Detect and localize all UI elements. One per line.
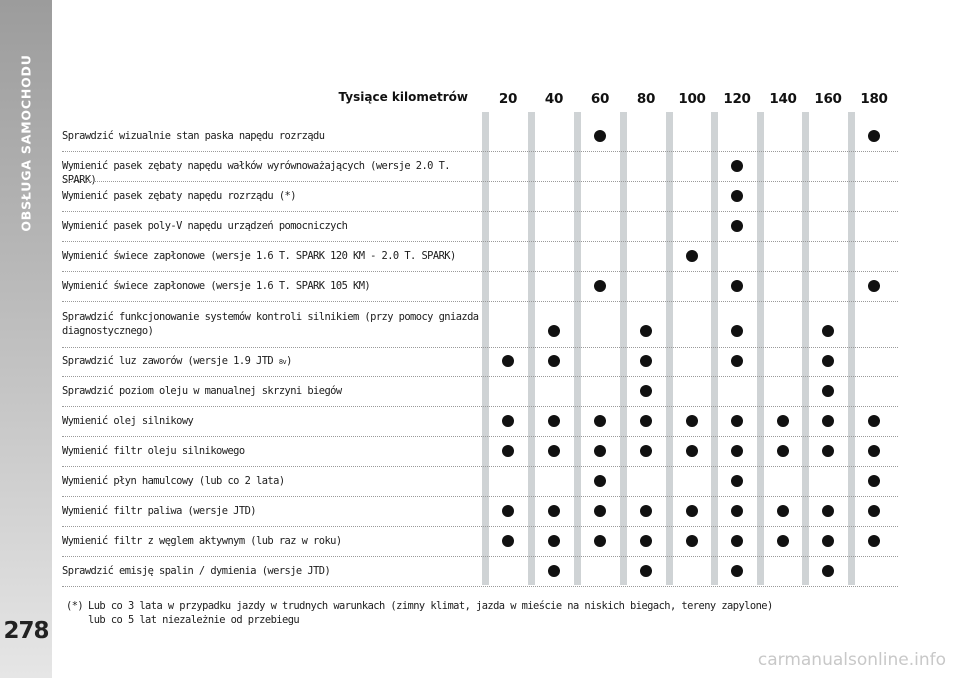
row-label (62, 444, 482, 458)
column-stripe (802, 112, 809, 585)
column-header: 180 (860, 91, 888, 107)
row-label-text: Wymienić świece zapłonowe (wersje 1.6 T. SPARK 120 KM - 2.0 T. SPARK) (62, 250, 456, 262)
service-dot (502, 535, 514, 547)
footnote-line-2: lub co 5 lat niezależnie od przebiegu (88, 614, 300, 626)
section-title-text: OBSŁUGA SAMOCHODU (18, 54, 34, 232)
service-dot (640, 505, 652, 517)
service-dot (594, 475, 606, 487)
service-dot (822, 535, 834, 547)
service-dot (640, 385, 652, 397)
service-dot (822, 565, 834, 577)
row-divider (62, 406, 898, 407)
row-label (62, 159, 482, 187)
service-dot (502, 445, 514, 457)
service-dot (548, 415, 560, 427)
row-label-text: Sprawdzić emisję spalin / dymienia (wersje JTD) (62, 565, 331, 577)
service-dot (822, 385, 834, 397)
service-dot (594, 445, 606, 457)
row-label-text: Sprawdzić poziom oleju w manualnej skrzyni biegów (62, 385, 342, 397)
row-label (62, 219, 482, 233)
service-dot (822, 445, 834, 457)
row-label (62, 249, 482, 263)
row-divider (62, 496, 898, 497)
row-label-text: Wymienić olej silnikowy (62, 415, 194, 427)
row-label-text: Wymienić pasek zębaty napędu rozrządu (*) (62, 190, 296, 202)
row-label-line2: diagnostycznego) (62, 325, 154, 337)
service-dot (548, 565, 560, 577)
row-label-text: Sprawdzić funkcjonowanie systemów kontroli silnikiem (przy pomocy gniazda (62, 311, 479, 323)
column-stripe (848, 112, 855, 585)
row-label-text: Wymienić filtr z węglem aktywnym (lub raz w roku) (62, 535, 342, 547)
column-header: 140 (769, 91, 797, 107)
watermark: carmanualsonline.info (757, 650, 946, 670)
row-divider (62, 376, 898, 377)
service-dot (548, 535, 560, 547)
service-dot (548, 505, 560, 517)
service-dot (731, 190, 743, 202)
service-dot (777, 505, 789, 517)
column-header: 60 (590, 91, 610, 107)
service-dot (640, 325, 652, 337)
service-dot (686, 445, 698, 457)
column-stripe (482, 112, 489, 585)
service-dot (594, 280, 606, 292)
service-dot (731, 565, 743, 577)
service-dot (731, 325, 743, 337)
row-divider (62, 271, 898, 272)
column-stripe (574, 112, 581, 585)
row-label-text: Sprawdzić wizualnie stan paska napędu rozrządu (62, 130, 325, 142)
service-dot (731, 220, 743, 232)
row-label-sub: 8v (278, 358, 287, 366)
service-dot (731, 505, 743, 517)
service-dot (777, 415, 789, 427)
row-divider (62, 586, 898, 587)
column-stripe (528, 112, 535, 585)
service-dot (822, 325, 834, 337)
service-dot (868, 280, 880, 292)
row-label-text: Wymienić pasek poly-V napędu urządzeń pomocniczych (62, 220, 348, 232)
section-title (16, 33, 36, 253)
service-dot (731, 535, 743, 547)
footnote-line-1: Lub co 3 lata w przypadku jazdy w trudnych warunkach (zimny klimat, jazda w mieście na niskich biegach, tereny zapylone) (88, 600, 773, 612)
service-dot (731, 445, 743, 457)
row-divider (62, 347, 898, 348)
service-dot (548, 355, 560, 367)
row-divider (62, 151, 898, 152)
row-label (62, 564, 482, 578)
service-dot (731, 280, 743, 292)
row-label (62, 129, 482, 143)
column-header: 40 (544, 91, 564, 107)
service-dot (731, 415, 743, 427)
service-dot (822, 355, 834, 367)
row-label (62, 310, 482, 338)
row-label-text: Wymienić filtr paliwa (wersje JTD) (62, 505, 256, 517)
service-dot (822, 505, 834, 517)
row-label-text: Wymienić świece zapłonowe (wersje 1.6 T. SPARK 105 KM) (62, 280, 371, 292)
column-header: 160 (814, 91, 842, 107)
service-dot (731, 475, 743, 487)
service-dot (868, 475, 880, 487)
column-stripe (711, 112, 718, 585)
service-dot (502, 415, 514, 427)
service-dot (731, 160, 743, 172)
service-dot (640, 355, 652, 367)
service-dot (640, 415, 652, 427)
row-divider (62, 301, 898, 302)
column-header: 20 (498, 91, 518, 107)
row-divider (62, 241, 898, 242)
row-label-text: Wymienić płyn hamulcowy (lub co 2 lata) (62, 475, 285, 487)
row-label (62, 414, 482, 428)
service-dot (502, 355, 514, 367)
row-label-text: Sprawdzić luz zaworów (wersje 1.9 JTD (62, 355, 279, 367)
service-dot (686, 505, 698, 517)
service-dot (594, 535, 606, 547)
service-dot (868, 415, 880, 427)
column-stripe (666, 112, 673, 585)
service-dot (502, 505, 514, 517)
service-dot (686, 415, 698, 427)
row-label (62, 384, 482, 398)
service-dot (686, 535, 698, 547)
row-label (62, 189, 482, 203)
row-divider (62, 556, 898, 557)
column-header: 100 (678, 91, 706, 107)
service-dot (868, 505, 880, 517)
service-dot (594, 505, 606, 517)
service-dot (640, 535, 652, 547)
row-label (62, 534, 482, 548)
row-label-text: Wymienić pasek zębaty napędu wałków wyrównoważających (wersje 2.0 T. SPARK) (62, 160, 450, 186)
column-header: 120 (723, 91, 751, 107)
row-label (62, 504, 482, 518)
row-divider (62, 436, 898, 437)
column-stripe (620, 112, 627, 585)
service-dot (594, 130, 606, 142)
service-dot (594, 415, 606, 427)
service-dot (686, 250, 698, 262)
row-label (62, 474, 482, 488)
page-number: 278 (3, 618, 49, 644)
sidebar (0, 0, 52, 678)
service-dot (822, 415, 834, 427)
service-dot (548, 445, 560, 457)
column-stripe (757, 112, 764, 585)
header-label: Tysiące kilometrów (338, 90, 468, 104)
service-dot (868, 445, 880, 457)
row-divider (62, 526, 898, 527)
row-divider (62, 466, 898, 467)
row-label (62, 279, 482, 293)
service-dot (868, 130, 880, 142)
footnote-mark: (*) (66, 600, 84, 612)
row-divider (62, 211, 898, 212)
row-label-end: ) (286, 355, 292, 367)
row-label (62, 354, 482, 369)
service-dot (777, 535, 789, 547)
service-dot (777, 445, 789, 457)
service-dot (640, 445, 652, 457)
row-divider (62, 181, 898, 182)
service-dot (731, 355, 743, 367)
service-dot (548, 325, 560, 337)
column-header: 80 (636, 91, 656, 107)
row-label-text: Wymienić filtr oleju silnikowego (62, 445, 245, 457)
service-dot (868, 535, 880, 547)
service-dot (640, 565, 652, 577)
